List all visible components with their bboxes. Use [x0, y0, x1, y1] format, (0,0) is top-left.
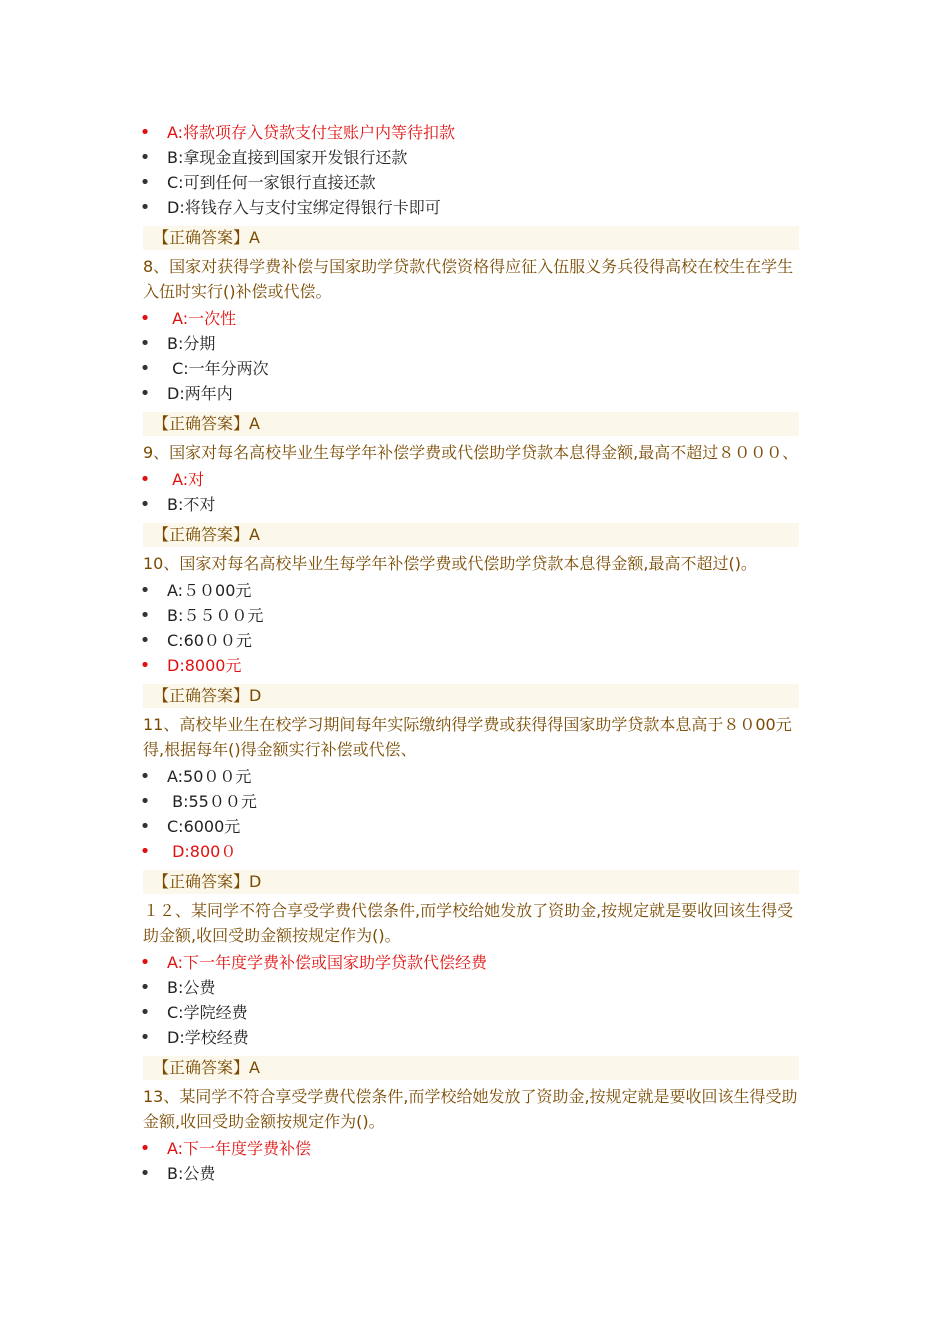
- option-item: [0, 145, 950, 170]
- bullet-icon: •: [139, 122, 151, 143]
- question-text: 8、国家对获得学费补偿与国家助学贷款代偿资格得应征入伍服义务兵役得高校在校生在学生入伍时实行()补偿或代偿。: [143, 257, 794, 301]
- bullet-icon: •: [139, 197, 151, 218]
- bullet-icon: •: [139, 952, 151, 973]
- bullet-icon: •: [139, 1002, 151, 1023]
- bullet-icon: •: [139, 358, 151, 379]
- question-text: 13、某同学不符合享受学费代偿条件,而学校给她发放了资助金,按规定就是要收回该生得受助金额,收回受助金额按规定作为()。: [143, 1087, 798, 1131]
- option-item: [0, 603, 950, 628]
- option-text: B:公费: [167, 1164, 216, 1183]
- option-item-correct: [0, 653, 950, 678]
- option-item: [0, 1025, 950, 1050]
- option-item-correct: [0, 839, 950, 864]
- bullet-icon: •: [139, 308, 151, 329]
- bullet-icon: •: [139, 655, 151, 676]
- option-text: C:6000元: [167, 817, 241, 836]
- option-text: D:两年内: [167, 384, 233, 403]
- option-list: [0, 467, 950, 517]
- correct-answer: 【正确答案】A: [143, 1056, 799, 1080]
- bullet-icon: •: [139, 494, 151, 515]
- question-block: [0, 712, 950, 894]
- question-text: 9、国家对每名高校毕业生每学年补偿学费或代偿助学贷款本息得金额,最高不超过８０００、: [143, 443, 799, 462]
- option-text: C:60００元: [167, 631, 252, 650]
- option-list: [0, 1136, 950, 1186]
- option-item: [0, 1161, 950, 1186]
- bullet-icon: •: [139, 333, 151, 354]
- bullet-icon: •: [139, 1163, 151, 1184]
- option-text: D:学校经费: [167, 1028, 249, 1047]
- option-text: C:学院经费: [167, 1003, 248, 1022]
- correct-answer: 【正确答案】A: [143, 226, 799, 250]
- correct-answer: 【正确答案】D: [143, 684, 799, 708]
- option-item: [0, 789, 950, 814]
- option-text: B:５５００元: [167, 606, 264, 625]
- correct-answer: 【正确答案】D: [143, 870, 799, 894]
- question-block: [0, 898, 950, 1080]
- option-item: [0, 975, 950, 1000]
- option-item: [0, 331, 950, 356]
- option-text: B:不对: [167, 495, 216, 514]
- question-block: [0, 440, 950, 547]
- question-text: 11、高校毕业生在校学习期间每年实际缴纳得学费或获得得国家助学贷款本息高于８０00元得,根据每年()得金额实行补偿或代偿、: [143, 715, 792, 759]
- bullet-icon: •: [139, 766, 151, 787]
- bullet-icon: •: [139, 469, 151, 490]
- option-list: [0, 306, 950, 406]
- bullet-icon: •: [139, 1138, 151, 1159]
- bullet-icon: •: [139, 791, 151, 812]
- option-text: B:分期: [167, 334, 216, 353]
- bullet-icon: •: [139, 1027, 151, 1048]
- question-text: １２、某同学不符合享受学费代偿条件,而学校给她发放了资助金,按规定就是要收回该生得受助金额,收回受助金额按规定作为()。: [143, 901, 794, 945]
- bullet-icon: •: [139, 383, 151, 404]
- bullet-icon: •: [139, 977, 151, 998]
- option-list: [0, 578, 950, 678]
- option-item: [0, 814, 950, 839]
- option-text: A:将款项存入贷款支付宝账户内等待扣款: [167, 123, 456, 142]
- option-text: C:一年分两次: [167, 359, 269, 378]
- option-item-correct: [0, 950, 950, 975]
- question-block: [0, 254, 950, 436]
- option-text: D:8000元: [167, 656, 242, 675]
- option-item: [0, 492, 950, 517]
- option-item-correct: [0, 467, 950, 492]
- option-item: [0, 356, 950, 381]
- option-text: A:５０00元: [167, 581, 252, 600]
- option-text: A:下一年度学费补偿: [167, 1139, 312, 1158]
- question-block: [0, 1084, 950, 1186]
- option-text: C:可到任何一家银行直接还款: [167, 173, 376, 192]
- correct-answer: 【正确答案】A: [143, 412, 799, 436]
- option-list: [0, 950, 950, 1050]
- bullet-icon: •: [139, 841, 151, 862]
- option-list: [0, 120, 950, 220]
- document-page: [0, 120, 950, 1186]
- question-block: [0, 120, 950, 250]
- option-text: D:800０: [167, 842, 237, 861]
- option-text: B:55００元: [167, 792, 257, 811]
- option-item: [0, 170, 950, 195]
- question-text: 10、国家对每名高校毕业生每学年补偿学费或代偿助学贷款本息得金额,最高不超过()。: [143, 554, 757, 573]
- correct-answer: 【正确答案】A: [143, 523, 799, 547]
- bullet-icon: •: [139, 147, 151, 168]
- option-item: [0, 195, 950, 220]
- question-block: [0, 551, 950, 708]
- bullet-icon: •: [139, 580, 151, 601]
- option-item-correct: [0, 306, 950, 331]
- bullet-icon: •: [139, 630, 151, 651]
- option-item: [0, 628, 950, 653]
- option-text: A:50００元: [167, 767, 252, 786]
- option-text: A:一次性: [167, 309, 237, 328]
- bullet-icon: •: [139, 172, 151, 193]
- option-item: [0, 764, 950, 789]
- option-text: D:将钱存入与支付宝绑定得银行卡即可: [167, 198, 441, 217]
- option-item: [0, 381, 950, 406]
- option-item-correct: [0, 1136, 950, 1161]
- option-item-correct: [0, 120, 950, 145]
- option-item: [0, 578, 950, 603]
- option-text: A:下一年度学费补偿或国家助学贷款代偿经费: [167, 953, 488, 972]
- option-list: [0, 764, 950, 864]
- option-item: [0, 1000, 950, 1025]
- bullet-icon: •: [139, 816, 151, 837]
- option-text: B:拿现金直接到国家开发银行还款: [167, 148, 408, 167]
- bullet-icon: •: [139, 605, 151, 626]
- option-text: A:对: [167, 470, 205, 489]
- option-text: B:公费: [167, 978, 216, 997]
